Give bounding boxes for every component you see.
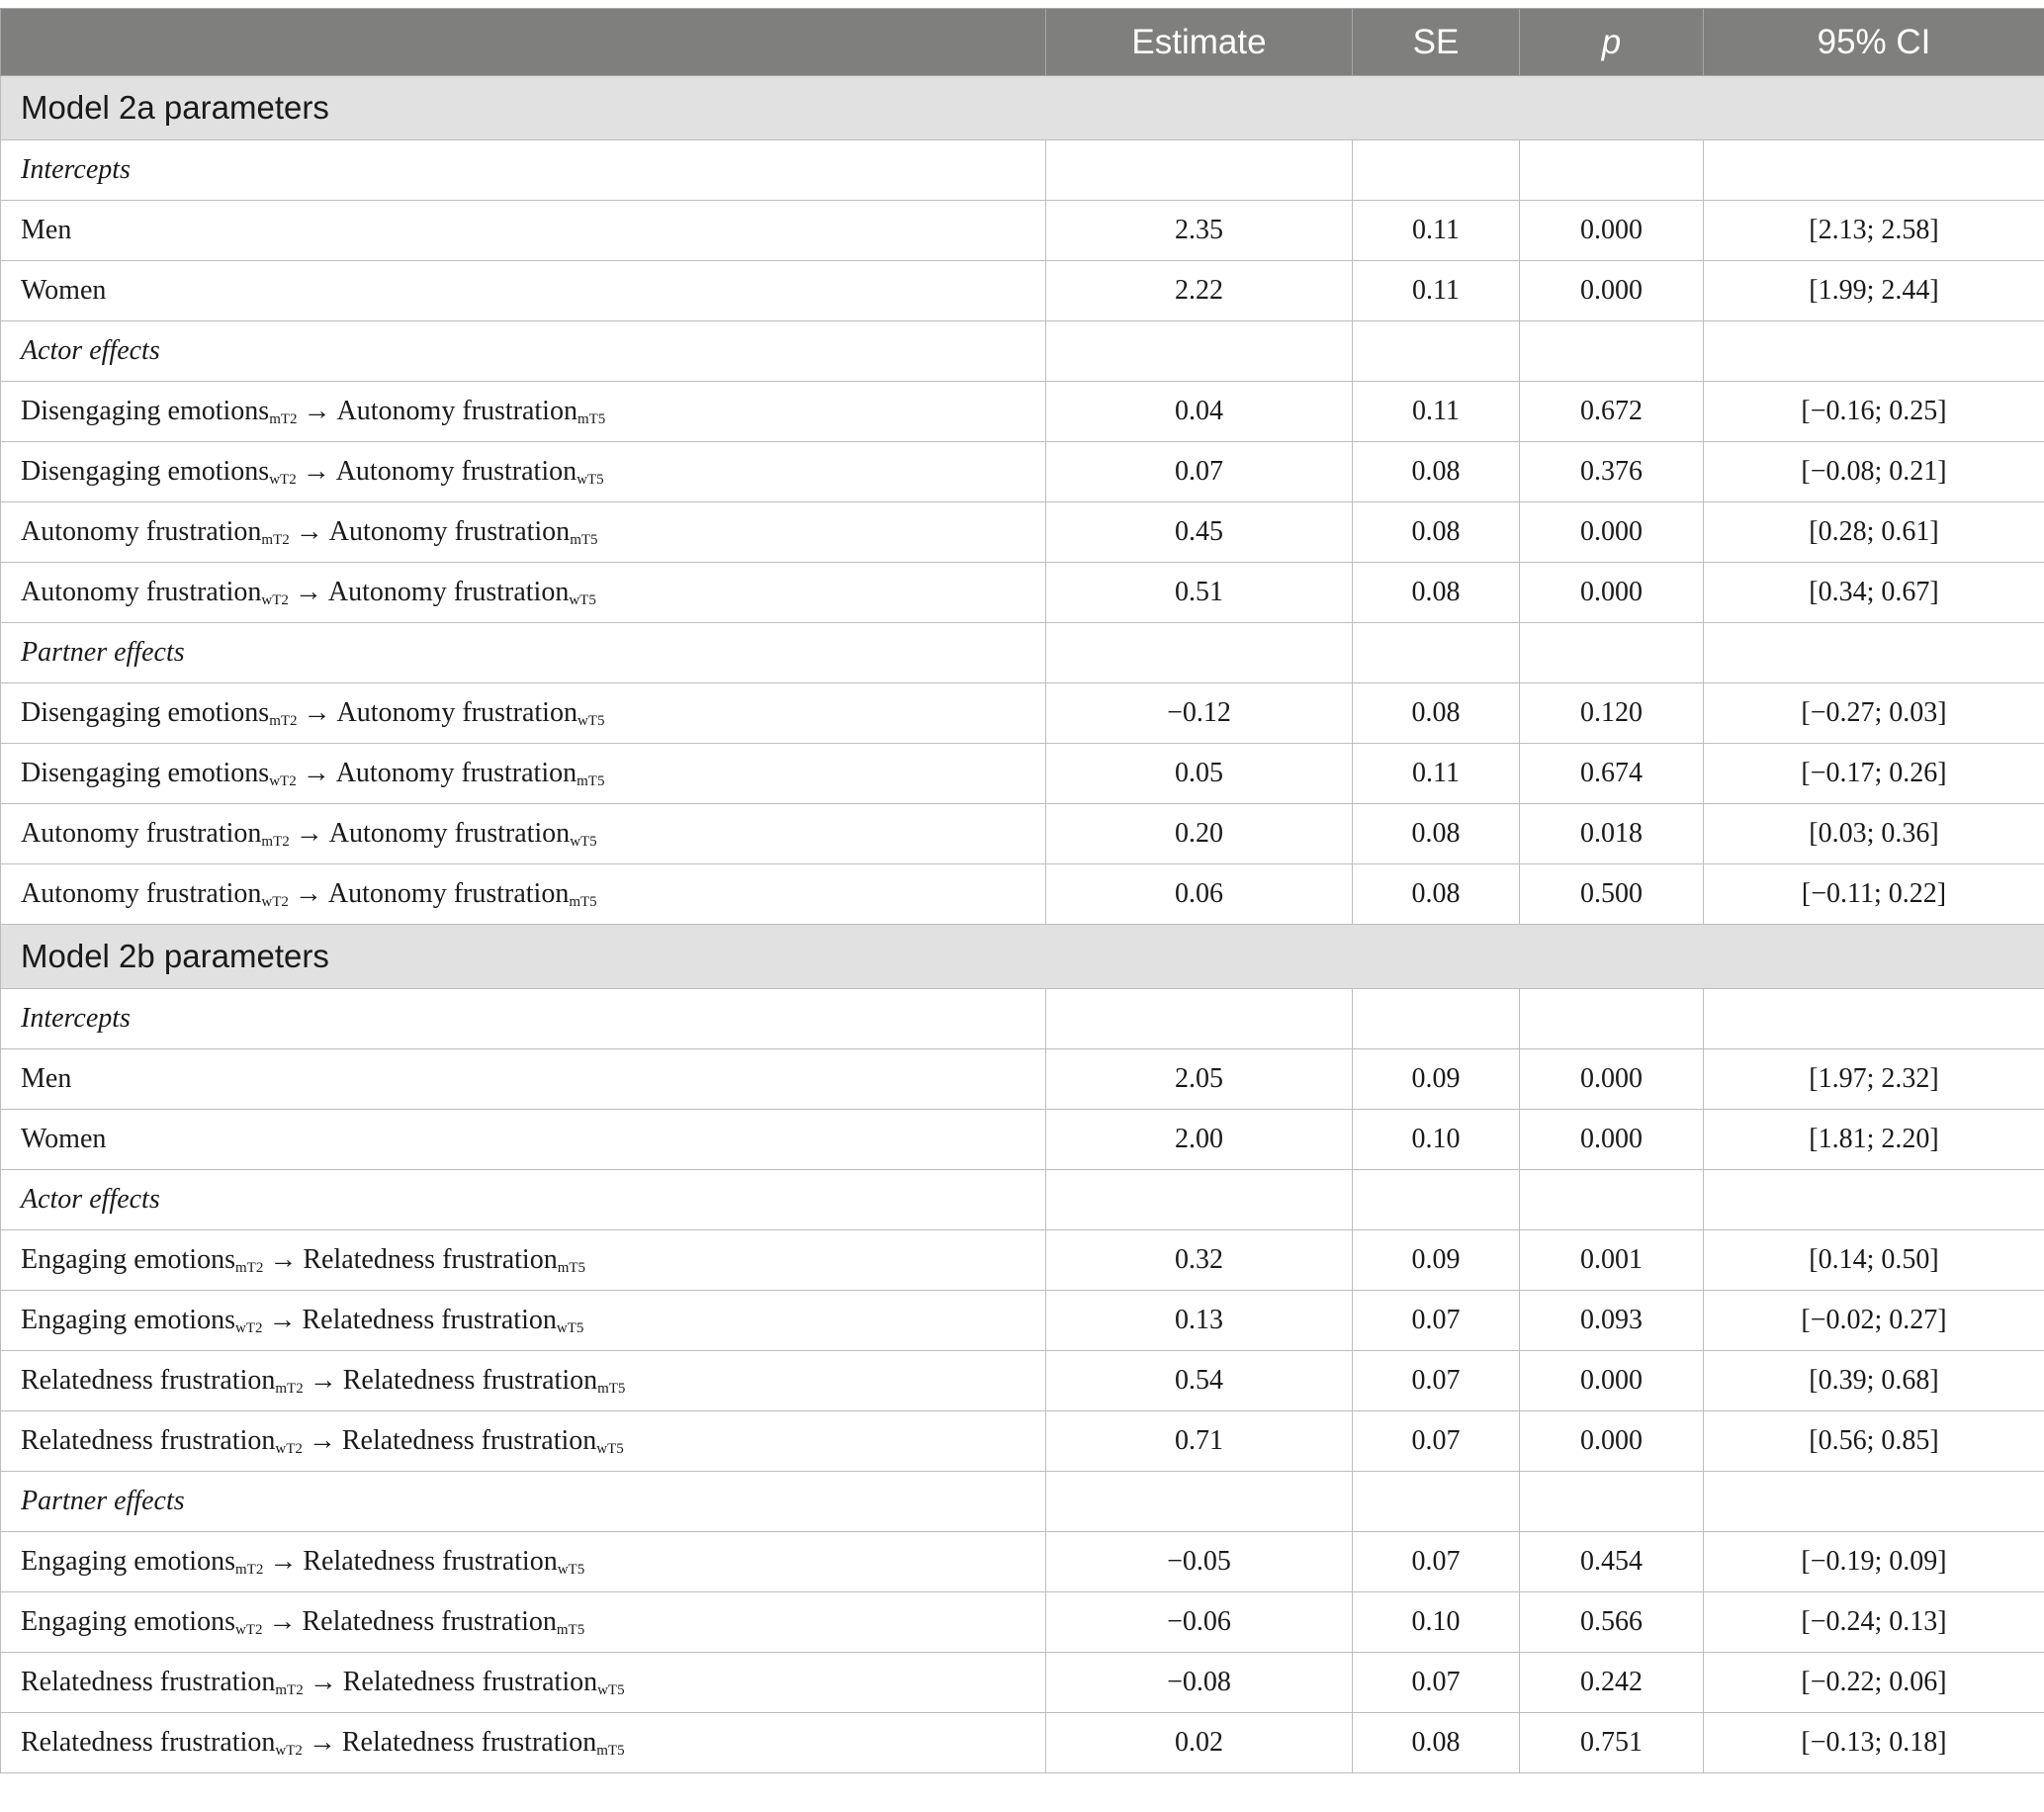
table-body [1, 76, 2044, 1773]
estimate-cell: 0.20 [1046, 804, 1353, 864]
parameter-label: Men [1, 1049, 1046, 1110]
path-to: Relatedness frustration [341, 1727, 597, 1758]
p-cell: 0.000 [1520, 1110, 1704, 1170]
p-cell: 0.242 [1520, 1653, 1704, 1713]
path-from-subscript: wT2 [275, 1441, 303, 1457]
subheading-row [1, 140, 2044, 201]
table-row [1, 201, 2044, 261]
empty-cell [1520, 321, 1704, 382]
estimate-cell: 2.00 [1046, 1110, 1353, 1170]
ci-cell: [−0.08; 0.21] [1704, 442, 2044, 502]
path-arrow: → [309, 1365, 337, 1396]
path-to-subscript: mT5 [557, 1260, 586, 1276]
path-arrow: → [294, 577, 322, 607]
path-from-subscript: wT2 [234, 1622, 263, 1638]
empty-cell [1046, 1472, 1353, 1532]
se-cell: 0.09 [1353, 1230, 1520, 1291]
path-to-subscript: mT5 [569, 894, 597, 910]
table-row [1, 382, 2044, 442]
path-from-subscript: mT2 [269, 713, 298, 729]
table-header [1, 9, 2044, 76]
ci-cell: [−0.27; 0.03] [1704, 683, 2044, 744]
parameter-label [1, 804, 1046, 864]
subheading-label: Actor effects [1, 1170, 1046, 1230]
header-parameter [1, 9, 1046, 76]
path-to-subscript: wT5 [556, 1320, 584, 1336]
table-row [1, 864, 2044, 925]
table-row [1, 1230, 2044, 1291]
ci-cell: [−0.16; 0.25] [1704, 382, 2044, 442]
estimate-cell: 0.13 [1046, 1291, 1353, 1351]
path-from-subscript: wT2 [261, 592, 289, 608]
path-arrow: → [268, 1305, 297, 1335]
parameter-label: Men [1, 201, 1046, 261]
p-cell: 0.093 [1520, 1291, 1704, 1351]
table-row [1, 1049, 2044, 1110]
se-cell: 0.11 [1353, 744, 1520, 804]
path-to-subscript: wT5 [569, 592, 596, 608]
parameter-label: Women [1, 1110, 1046, 1170]
path-from: Disengaging emotions [21, 758, 270, 788]
se-cell: 0.08 [1353, 864, 1520, 925]
parameter-label [1, 1532, 1046, 1592]
table-row [1, 804, 2044, 864]
table-row [1, 502, 2044, 563]
path-to: Autonomy frustration [336, 396, 578, 426]
ci-cell: [−0.11; 0.22] [1704, 864, 2044, 925]
se-cell: 0.08 [1353, 683, 1520, 744]
parameter-label [1, 683, 1046, 744]
table-row [1, 1653, 2044, 1713]
path-from-subscript: mT2 [234, 1260, 264, 1276]
path-from: Autonomy frustration [21, 818, 262, 849]
subheading-row [1, 321, 2044, 382]
path-arrow: → [309, 1667, 337, 1697]
p-cell: 0.672 [1520, 382, 1704, 442]
p-cell: 0.000 [1520, 261, 1704, 321]
estimate-cell: 0.04 [1046, 382, 1353, 442]
path-arrow: → [303, 396, 331, 426]
path-from-subscript: mT2 [261, 532, 290, 548]
parameter-label [1, 1230, 1046, 1291]
path-to-subscript: mT5 [596, 1743, 625, 1759]
path-from: Engaging emotions [21, 1305, 235, 1335]
empty-cell [1520, 140, 1704, 201]
ci-cell: [0.34; 0.67] [1704, 563, 2044, 623]
empty-cell [1353, 623, 1520, 683]
section-header-row [1, 925, 2044, 989]
se-cell: 0.07 [1353, 1291, 1520, 1351]
p-cell: 0.000 [1520, 563, 1704, 623]
header-row [1, 9, 2044, 76]
estimate-cell: 2.22 [1046, 261, 1353, 321]
se-cell: 0.08 [1353, 563, 1520, 623]
path-from-subscript: mT2 [275, 1682, 304, 1698]
path-from-subscript: wT2 [261, 894, 289, 910]
ci-cell: [−0.22; 0.06] [1704, 1653, 2044, 1713]
p-cell: 0.001 [1520, 1230, 1704, 1291]
empty-cell [1520, 1170, 1704, 1230]
p-cell: 0.000 [1520, 1351, 1704, 1411]
empty-cell [1046, 140, 1353, 201]
table-row [1, 1592, 2044, 1653]
path-from-subscript: mT2 [261, 834, 290, 850]
se-cell: 0.08 [1353, 804, 1520, 864]
path-from: Disengaging emotions [21, 456, 270, 487]
empty-cell [1046, 989, 1353, 1049]
se-cell: 0.07 [1353, 1532, 1520, 1592]
p-cell: 0.376 [1520, 442, 1704, 502]
path-to-subscript: wT5 [577, 472, 604, 488]
header-estimate: Estimate [1046, 9, 1353, 76]
header-ci: 95% CI [1704, 9, 2044, 76]
subheading-row [1, 1170, 2044, 1230]
path-to: Relatedness frustration [302, 1606, 557, 1637]
empty-cell [1353, 321, 1520, 382]
se-cell: 0.07 [1353, 1653, 1520, 1713]
empty-cell [1704, 321, 2044, 382]
empty-cell [1520, 1472, 1704, 1532]
path-to: Autonomy frustration [335, 456, 578, 487]
estimate-cell: 0.45 [1046, 502, 1353, 563]
path-from-subscript: wT2 [269, 472, 297, 488]
path-to: Relatedness frustration [303, 1546, 558, 1577]
se-cell: 0.11 [1353, 261, 1520, 321]
path-from-subscript: wT2 [275, 1743, 303, 1759]
ci-cell: [1.81; 2.20] [1704, 1110, 2044, 1170]
subheading-row [1, 623, 2044, 683]
p-cell: 0.000 [1520, 1049, 1704, 1110]
path-from: Engaging emotions [21, 1244, 235, 1275]
path-arrow: → [308, 1425, 336, 1456]
path-from-subscript: mT2 [234, 1562, 264, 1578]
p-cell: 0.751 [1520, 1713, 1704, 1773]
path-arrow: → [308, 1727, 336, 1758]
estimate-cell: −0.06 [1046, 1592, 1353, 1653]
path-from: Relatedness frustration [21, 1365, 276, 1396]
path-to: Relatedness frustration [341, 1425, 597, 1456]
se-cell: 0.10 [1353, 1592, 1520, 1653]
estimate-cell: 0.06 [1046, 864, 1353, 925]
se-cell: 0.09 [1353, 1049, 1520, 1110]
estimate-cell: 0.05 [1046, 744, 1353, 804]
empty-cell [1353, 1170, 1520, 1230]
p-cell: 0.454 [1520, 1532, 1704, 1592]
path-to: Autonomy frustration [328, 516, 571, 547]
ci-cell: [0.03; 0.36] [1704, 804, 2044, 864]
empty-cell [1520, 989, 1704, 1049]
estimate-cell: −0.08 [1046, 1653, 1353, 1713]
empty-cell [1704, 623, 2044, 683]
path-from-subscript: mT2 [275, 1381, 304, 1397]
estimate-cell: −0.12 [1046, 683, 1353, 744]
path-arrow: → [295, 818, 323, 849]
empty-cell [1704, 1472, 2044, 1532]
parameter-label [1, 1713, 1046, 1773]
section-title: Model 2b parameters [1, 925, 2044, 989]
table-row [1, 442, 2044, 502]
p-cell: 0.674 [1520, 744, 1704, 804]
estimate-cell: 0.54 [1046, 1351, 1353, 1411]
p-cell: 0.000 [1520, 201, 1704, 261]
parameter-label [1, 442, 1046, 502]
table-row [1, 1351, 2044, 1411]
path-from-subscript: wT2 [269, 773, 297, 789]
parameter-label [1, 1653, 1046, 1713]
se-cell: 0.08 [1353, 1713, 1520, 1773]
parameter-label [1, 1411, 1046, 1472]
ci-cell: [0.56; 0.85] [1704, 1411, 2044, 1472]
path-to-subscript: mT5 [597, 1381, 626, 1397]
parameter-label [1, 1592, 1046, 1653]
path-from-subscript: mT2 [269, 411, 298, 427]
se-cell: 0.11 [1353, 382, 1520, 442]
subheading-row [1, 989, 2044, 1049]
path-to: Autonomy frustration [336, 697, 578, 728]
estimate-cell: 0.51 [1046, 563, 1353, 623]
path-to: Relatedness frustration [302, 1305, 557, 1335]
table-row [1, 683, 2044, 744]
table-row [1, 261, 2044, 321]
path-to-subscript: mT5 [577, 411, 606, 427]
parameter-label [1, 744, 1046, 804]
empty-cell [1353, 1472, 1520, 1532]
path-to-subscript: mT5 [570, 532, 598, 548]
table-row [1, 1713, 2044, 1773]
path-to: Relatedness frustration [303, 1244, 558, 1275]
se-cell: 0.07 [1353, 1351, 1520, 1411]
path-arrow: → [295, 516, 323, 547]
se-cell: 0.11 [1353, 201, 1520, 261]
path-from: Autonomy frustration [21, 878, 262, 909]
se-cell: 0.08 [1353, 442, 1520, 502]
path-to-subscript: wT5 [577, 713, 605, 729]
subheading-label: Partner effects [1, 623, 1046, 683]
path-to: Autonomy frustration [327, 577, 570, 607]
parameter-label [1, 864, 1046, 925]
empty-cell [1046, 1170, 1353, 1230]
results-table [0, 8, 2044, 1773]
ci-cell: [0.28; 0.61] [1704, 502, 2044, 563]
p-cell: 0.000 [1520, 1411, 1704, 1472]
ci-cell: [−0.24; 0.13] [1704, 1592, 2044, 1653]
parameter-label [1, 382, 1046, 442]
empty-cell [1046, 623, 1353, 683]
path-from: Relatedness frustration [21, 1425, 276, 1456]
path-arrow: → [302, 758, 330, 788]
parameter-label: Women [1, 261, 1046, 321]
path-from: Engaging emotions [21, 1606, 235, 1637]
empty-cell [1353, 140, 1520, 201]
ci-cell: [−0.02; 0.27] [1704, 1291, 2044, 1351]
empty-cell [1353, 989, 1520, 1049]
p-cell: 0.000 [1520, 502, 1704, 563]
subheading-label: Actor effects [1, 321, 1046, 382]
p-cell: 0.120 [1520, 683, 1704, 744]
path-from: Relatedness frustration [21, 1667, 276, 1697]
ci-cell: [1.99; 2.44] [1704, 261, 2044, 321]
path-from: Autonomy frustration [21, 577, 262, 607]
path-to: Autonomy frustration [335, 758, 578, 788]
path-to-subscript: wT5 [557, 1562, 585, 1578]
subheading-row [1, 1472, 2044, 1532]
path-from: Disengaging emotions [21, 697, 270, 728]
ci-cell: [−0.13; 0.18] [1704, 1713, 2044, 1773]
p-cell: 0.500 [1520, 864, 1704, 925]
empty-cell [1704, 1170, 2044, 1230]
p-cell: 0.018 [1520, 804, 1704, 864]
path-arrow: → [303, 697, 331, 728]
parameter-label [1, 1351, 1046, 1411]
path-to-subscript: wT5 [570, 834, 597, 850]
estimate-cell: 2.05 [1046, 1049, 1353, 1110]
p-cell: 0.566 [1520, 1592, 1704, 1653]
path-from: Relatedness frustration [21, 1727, 276, 1758]
ci-cell: [0.14; 0.50] [1704, 1230, 2044, 1291]
path-from: Disengaging emotions [21, 396, 270, 426]
table-row [1, 1411, 2044, 1472]
table-row [1, 1532, 2044, 1592]
ci-cell: [−0.19; 0.09] [1704, 1532, 2044, 1592]
ci-cell: [−0.17; 0.26] [1704, 744, 2044, 804]
path-to: Autonomy frustration [327, 878, 570, 909]
table-row [1, 1110, 2044, 1170]
path-arrow: → [302, 456, 330, 487]
results-table-container [0, 8, 2044, 1773]
path-to: Relatedness frustration [342, 1365, 598, 1396]
estimate-cell: 0.07 [1046, 442, 1353, 502]
parameter-label [1, 1291, 1046, 1351]
header-se: SE [1353, 9, 1520, 76]
empty-cell [1520, 623, 1704, 683]
ci-cell: [0.39; 0.68] [1704, 1351, 2044, 1411]
ci-cell: [2.13; 2.58] [1704, 201, 2044, 261]
path-from: Engaging emotions [21, 1546, 235, 1577]
table-row [1, 744, 2044, 804]
estimate-cell: 0.02 [1046, 1713, 1353, 1773]
estimate-cell: 2.35 [1046, 201, 1353, 261]
path-to-subscript: wT5 [597, 1682, 625, 1698]
empty-cell [1704, 989, 2044, 1049]
table-row [1, 1291, 2044, 1351]
path-to-subscript: wT5 [596, 1441, 624, 1457]
path-to: Relatedness frustration [342, 1667, 598, 1697]
header-p: p [1520, 9, 1704, 76]
estimate-cell: 0.71 [1046, 1411, 1353, 1472]
estimate-cell: −0.05 [1046, 1532, 1353, 1592]
section-header-row [1, 76, 2044, 140]
table-row [1, 563, 2044, 623]
parameter-label [1, 563, 1046, 623]
path-arrow: → [268, 1606, 297, 1637]
parameter-label [1, 502, 1046, 563]
se-cell: 0.10 [1353, 1110, 1520, 1170]
path-from-subscript: wT2 [234, 1320, 263, 1336]
path-arrow: → [269, 1546, 298, 1577]
path-to: Autonomy frustration [328, 818, 571, 849]
path-from: Autonomy frustration [21, 516, 262, 547]
estimate-cell: 0.32 [1046, 1230, 1353, 1291]
path-to-subscript: mT5 [556, 1622, 585, 1638]
empty-cell [1046, 321, 1353, 382]
se-cell: 0.07 [1353, 1411, 1520, 1472]
se-cell: 0.08 [1353, 502, 1520, 563]
path-arrow: → [294, 878, 322, 909]
ci-cell: [1.97; 2.32] [1704, 1049, 2044, 1110]
path-arrow: → [269, 1244, 298, 1275]
path-to-subscript: mT5 [577, 773, 605, 789]
subheading-label: Partner effects [1, 1472, 1046, 1532]
subheading-label: Intercepts [1, 140, 1046, 201]
section-title: Model 2a parameters [1, 76, 2044, 140]
empty-cell [1704, 140, 2044, 201]
subheading-label: Intercepts [1, 989, 1046, 1049]
